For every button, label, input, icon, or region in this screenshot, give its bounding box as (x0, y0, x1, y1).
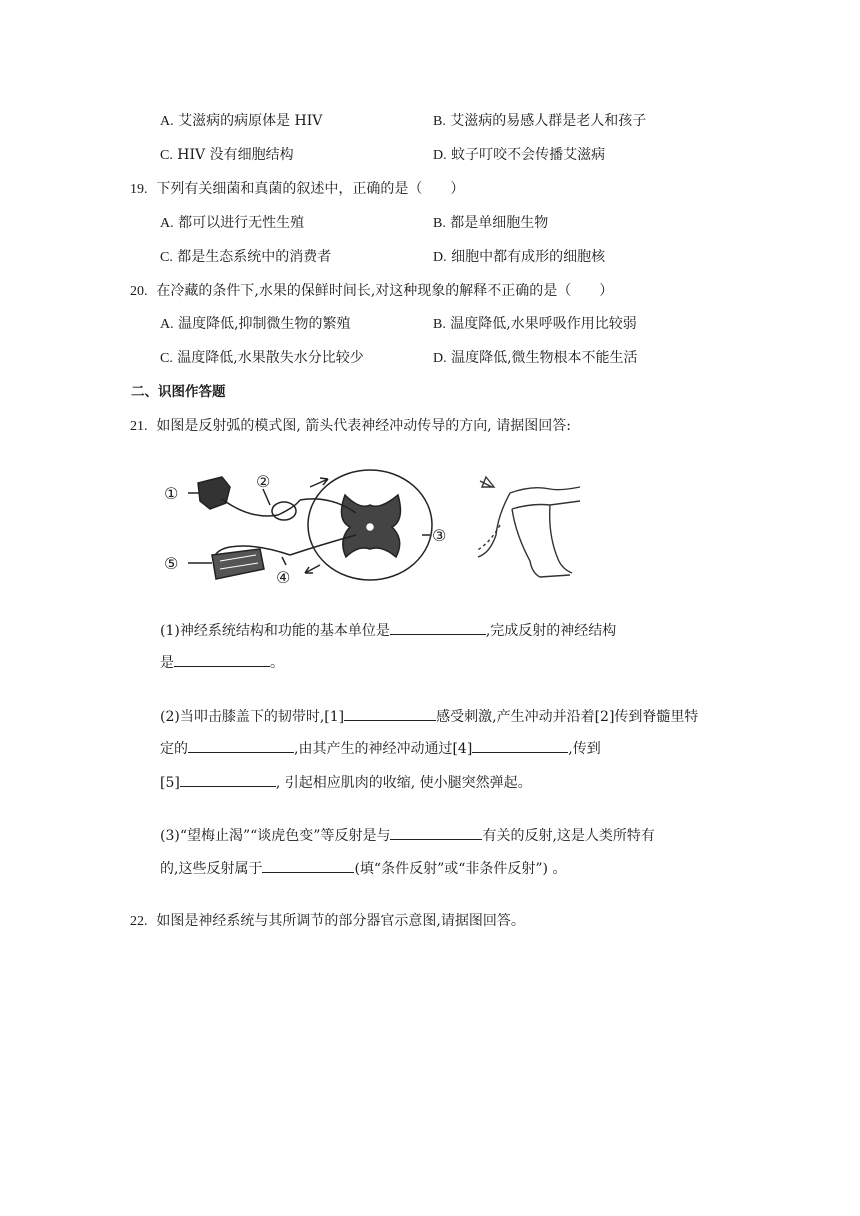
q22-stem: 22. 如图是神经系统与其所调节的部分器官示意图,请据图回答。 (130, 913, 525, 929)
leg-illustration (476, 477, 580, 577)
q20-option-a: A. 温度降低,抑制微生物的繁殖 (160, 316, 351, 332)
answer-blank[interactable] (472, 738, 568, 753)
q19-option-a: A. 都可以进行无性生殖 (160, 215, 305, 231)
answer-blank[interactable] (188, 738, 294, 753)
question-number: 19. (130, 182, 148, 197)
q18-option-b: B. 艾滋病的易感人群是老人和孩子 (433, 113, 647, 129)
q20-stem: 20. 在冷藏的条件下,水果的保鲜时间长,对这种现象的解释不正确的是（ ） (130, 283, 614, 299)
q20-option-b: B. 温度降低,水果呼吸作用比较弱 (433, 316, 637, 332)
q19-stem: 19. 下列有关细菌和真菌的叙述中，正确的是（ ） (130, 181, 465, 197)
q21-part1-line1: (1)神经系统结构和功能的基本单位是 ,完成反射的神经结构 (160, 620, 616, 641)
figure-label-4: ④ (276, 568, 291, 587)
q21-part1-line2: 是 。 (160, 652, 284, 673)
q19-option-d: D. 细胞中都有成形的细胞核 (433, 249, 606, 265)
figure-label-3: ③ (432, 526, 447, 545)
figure-label-1: ① (164, 484, 179, 503)
figure-label-2: ② (256, 472, 271, 491)
q18-option-c: C. HIV 没有细胞结构 (160, 147, 294, 163)
q20-option-c: C. 温度降低,水果散失水分比较少 (160, 350, 364, 366)
answer-blank[interactable] (390, 825, 482, 840)
afferent-nerve (222, 499, 300, 516)
question-number: 22. (130, 914, 148, 929)
ganglion-shape (272, 502, 296, 520)
figure-label-5: ⑤ (164, 554, 179, 573)
section-heading: 二、识图作答题 (131, 384, 226, 400)
q21-part2-line3: [5] , 引起相应肌肉的收缩, 使小腿突然弹起。 (160, 772, 532, 793)
q21-part3-line1: (3)“望梅止渴”“谈虎色变”等反射是与 有关的反射,这是人类所特有 (160, 825, 655, 846)
q21-stem: 21. 如图是反射弧的模式图, 箭头代表神经冲动传导的方向, 请据图回答: (130, 418, 571, 434)
answer-blank[interactable] (344, 706, 436, 721)
q21-part2-line1: (2)当叩击膝盖下的韧带时,[1] 感受刺激,产生冲动并沿着[2]传到脊髓里特 (160, 706, 698, 727)
q19-option-b: B. 都是单细胞生物 (433, 215, 549, 231)
q20-option-d: D. 温度降低,微生物根本不能生活 (433, 350, 638, 366)
question-number: 20. (130, 284, 148, 299)
effector-shape (212, 549, 264, 579)
answer-blank[interactable] (174, 652, 270, 667)
reflex-arc-figure (160, 465, 600, 590)
q21-part2-line2: 定的 ,由其产生的神经冲动通过[4] ,传到 (160, 738, 601, 759)
q19-option-c: C. 都是生态系统中的消费者 (160, 249, 332, 265)
receptor-shape (198, 477, 230, 509)
q18-option-a: A. 艾滋病的病原体是 HIV (160, 113, 323, 129)
q21-part3-line2: 的,这些反射属于 (填“条件反射”或“非条件反射”) 。 (160, 858, 566, 879)
answer-blank[interactable] (390, 620, 486, 635)
question-number: 21. (130, 419, 148, 434)
answer-blank[interactable] (262, 858, 354, 873)
answer-blank[interactable] (180, 772, 276, 787)
q18-option-d: D. 蚊子叮咬不会传播艾滋病 (433, 147, 606, 163)
